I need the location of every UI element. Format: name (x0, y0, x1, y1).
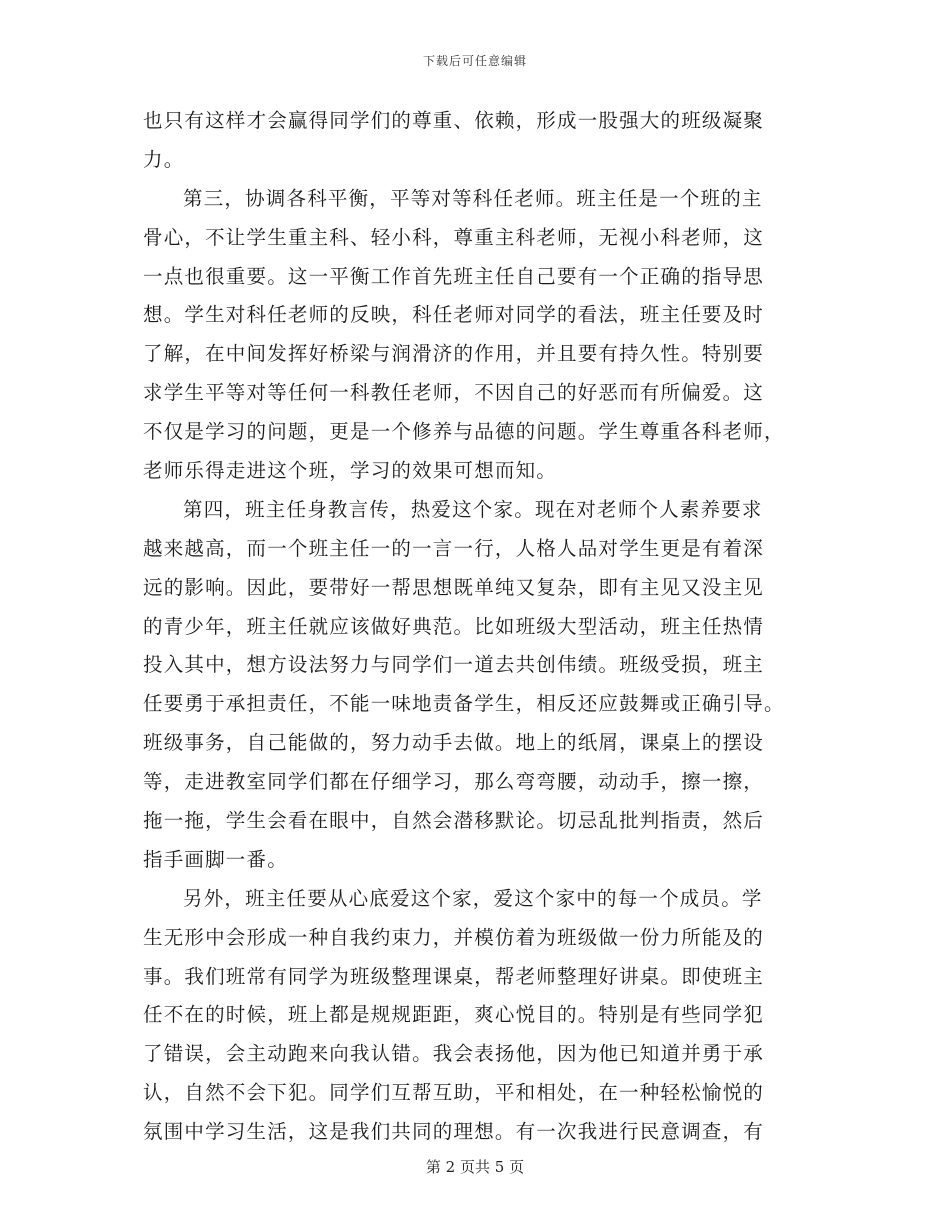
body-line: 生无形中会形成一种自我约束力，并模仿着为班级做一份力所能及的 (143, 925, 765, 949)
page-header: 下载后可任意编辑 (422, 54, 527, 68)
body-line: 投入其中，想方设法努力与同学们一道去共创伟绩。班级受损，班主 (143, 653, 765, 677)
body-line: 想。学生对科任老师的反映，科任老师对同学的看法，班主任要及时 (143, 303, 765, 327)
paragraph-start-line: 另外，班主任要从心底爱这个家，爱这个家中的每一个成员。学 (183, 886, 763, 910)
body-line: 班级事务，自己能做的，努力动手去做。地上的纸屑，课桌上的摆设 (143, 731, 765, 755)
body-line: 认，自然不会下犯。同学们互帮互助，平和相处，在一种轻松愉悦的 (143, 1081, 765, 1105)
body-line: 远的影响。因此，要带好一帮思想既单纯又复杂，即有主见又没主见 (143, 575, 765, 599)
body-line: 求学生平等对等任何一科教任老师，不因自己的好恶而有所偏爱。这 (143, 381, 765, 405)
paragraph-start-line: 第三，协调各科平衡，平等对等科任老师。班主任是一个班的主 (183, 186, 763, 210)
body-line: 任不在的时候，班上都是规规距距，爽心悦目的。特别是有些同学犯 (143, 1003, 765, 1027)
body-line: 任要勇于承担责任，不能一味地责备学生，相反还应鼓舞或正确引导。 (143, 692, 785, 716)
body-line: 拖一拖，学生会看在眼中，自然会潜移默论。切忌乱批判指责，然后 (143, 809, 765, 833)
body-line: 老师乐得走进这个班，学习的效果可想而知。 (143, 459, 558, 483)
body-line: 不仅是学习的问题，更是一个修养与品德的问题。学生尊重各科老师， (143, 420, 785, 444)
body-line: 等，走进教室同学们都在仔细学习，那么弯弯腰，动动手，擦一擦， (143, 770, 765, 794)
body-line: 也只有这样才会赢得同学们的尊重、依赖，形成一股强大的班级凝聚 (143, 109, 765, 132)
body-line: 指手画脚一番。 (143, 847, 288, 871)
body-line: 力。 (143, 147, 185, 171)
body-line: 越来越高，而一个班主任一的一言一行，人格人品对学生更是有着深 (143, 536, 765, 560)
document-body (143, 102, 803, 1152)
page-number-footer: 第 2 页共 5 页 (425, 1158, 525, 1176)
body-line: 氛围中学习生活，这是我们共同的理想。有一次我进行民意调查，有 (143, 1120, 765, 1144)
body-line: 骨心，不让学生重主科、轻小科，尊重主科老师，无视小科老师，这 (143, 225, 765, 249)
body-line: 了解，在中间发挥好桥梁与润滑济的作用，并且要有持久性。特别要 (143, 342, 765, 366)
body-line: 一点也很重要。这一平衡工作首先班主任自己要有一个正确的指导思 (143, 264, 765, 288)
body-line: 了错误，会主动跑来向我认错。我会表扬他，因为他已知道并勇于承 (143, 1042, 765, 1066)
paragraph-start-line: 第四，班主任身教言传，热爱这个家。现在对老师个人素养要求 (183, 497, 763, 521)
body-line: 的青少年，班主任就应该做好典范。比如班级大型活动，班主任热情 (143, 614, 765, 638)
body-line: 事。我们班常有同学为班级整理课桌，帮老师整理好讲桌。即使班主 (143, 964, 765, 988)
